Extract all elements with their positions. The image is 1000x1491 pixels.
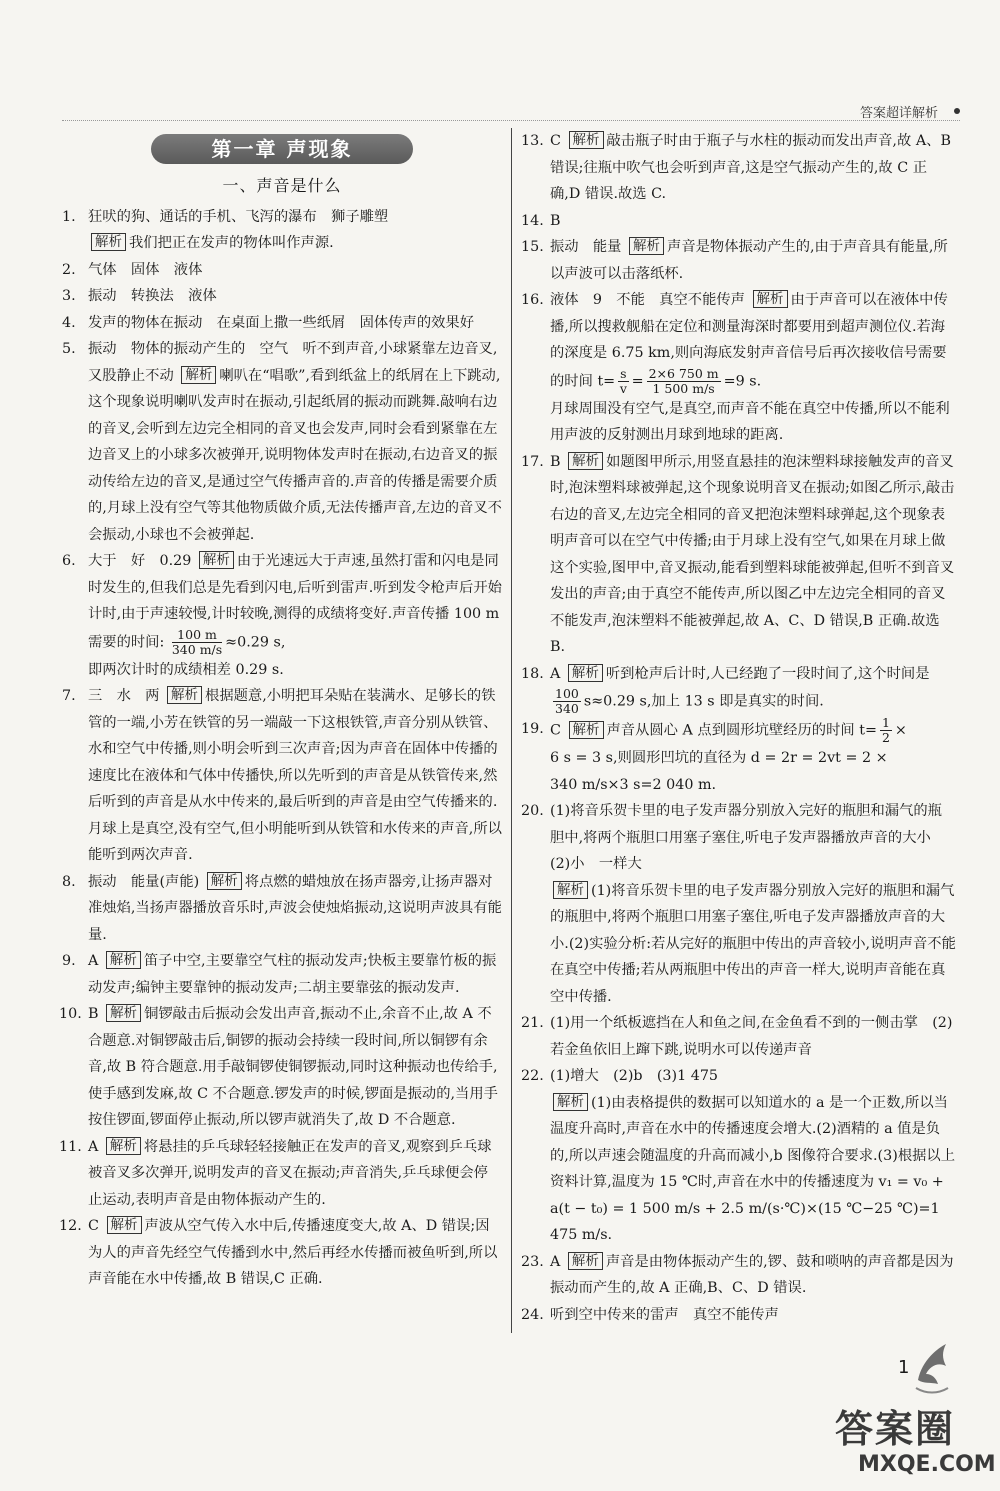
item-number: 22. [521, 1068, 544, 1084]
analysis-text: 即两次计时的成绩相差 0.29 s. [88, 661, 284, 678]
watermark-logo: 答案圈 [835, 1407, 956, 1451]
analysis-tag: 解析 [106, 1137, 141, 1155]
item-number: 9. [62, 953, 76, 969]
header-dot-icon [954, 108, 960, 114]
fraction [647, 367, 721, 396]
formula-symbol: t= [597, 373, 616, 389]
answer-item-12 [59, 1213, 502, 1293]
header-label: 答案超详解析 [859, 106, 938, 121]
analysis-text: 由于声音可以在液体中传播,所以搜救舰船在定位和测量海深时都要用到超声测位仪.若海的深度是 6.75 km,则向海底发射声音信号后再次接收信号需要的时间 [550, 292, 948, 389]
analysis-text: 声波从空气传入水中后,传播速度变大,故 A、D 错误;因为人的声音先经空气传播到水中,然后再经水传播而被鱼听到,所以声音能在水中传播,故 B 错误,C 正确. [88, 1218, 498, 1287]
answer-text: 大于 好 0.29 [88, 553, 192, 569]
answer-item-1 [62, 204, 502, 257]
fraction [553, 687, 581, 716]
item-number: 19. [521, 721, 544, 737]
item-number: 20. [521, 803, 544, 819]
answer-item-13 [521, 128, 956, 208]
item-number: 6. [62, 553, 76, 569]
analysis-text: 声音是由物体振动产生的,锣、鼓和唢呐的声音都是因为振动而产生的,故 A 正确,B、C、D 错误. [550, 1253, 954, 1296]
fraction-numerator: 100 [555, 686, 579, 701]
analysis-text: 铜锣敲击后振动会发出声音,振动不止,余音不止,故 A 不合题意.对铜锣敲击后,铜锣的振动会持续一段时间,所以铜锣有余音,故 B 符合题意.用手敲铜锣使铜锣振动,同时这种振动也传给手,使手感到发麻,故 C 不合题意.锣发声的时候,锣面是振动的,当用手按住锣面,锣面停止振动,所以锣声就消失了,故 D 不合题意. [88, 1006, 498, 1128]
column-divider [511, 128, 512, 1333]
answer-item-18 [521, 661, 956, 717]
item-number: 16. [521, 292, 544, 308]
answer-item-17 [521, 449, 956, 661]
analysis-tag: 解析 [569, 721, 604, 739]
analysis-text: 将悬挂的乒乓球轻轻接触正在发声的音叉,观察到乒乓球被音叉多次弹开,说明发声的音叉在振动;声音消失,乒乓球便会停止运动,表明声音是由物体振动产生的. [88, 1138, 492, 1208]
answer-text: C [550, 133, 561, 149]
analysis-text: (1)由表格提供的数据可以知道水的 a 是一个正数,所以当温度升高时,声音在水中的传播速度会增大.(2)酒精的 a 值是负的,所以声速会随温度的升高而减小,b 图像符合要求.(3)根据以上资料计算,温度为 15 ℃时,声音在水中的传播速度为 v₁ = v₀ + a(t − t₀) = 1 500 m/s + 2.5 m/(s·℃)×(15 ℃−25 ℃)=1 475 m/s. [550, 1094, 956, 1243]
item-number: 3. [62, 288, 76, 304]
item-number: 17. [521, 453, 544, 470]
answer-text: A [550, 1253, 561, 1270]
answer-text: A [88, 1138, 99, 1155]
analysis-tag: 解析 [207, 872, 242, 890]
answer-item-24 [521, 1302, 956, 1329]
analysis-tag: 解析 [568, 1252, 603, 1270]
analysis-text: 声音是物体振动产生的,由于声音具有能量,所以声波可以击落纸杯. [550, 239, 948, 282]
answer-text: 液体 9 不能 真空不能传声 [550, 292, 745, 308]
fraction-denominator: v [619, 380, 627, 396]
formula-symbol: × [894, 722, 907, 739]
item-number: 24. [521, 1306, 544, 1323]
left-column [59, 128, 502, 1293]
dolphin-logo-icon [912, 1340, 952, 1398]
answer-item-20 [521, 798, 956, 1010]
answer-text: C [88, 1218, 99, 1234]
analysis-tag: 解析 [91, 233, 126, 251]
analysis-text: 听到枪声后计时,人已经跑了一段时间了,这个时间是 [605, 665, 930, 682]
answer-item-11 [59, 1134, 502, 1214]
fraction-denominator: 2 [881, 730, 890, 745]
answer-item-4 [62, 310, 502, 337]
item-number: 11. [59, 1138, 82, 1155]
answer-item-22 [521, 1063, 956, 1249]
analysis-tag: 解析 [753, 290, 788, 308]
answer-text: (1)增大 (2)b (3)1 475 [550, 1068, 719, 1084]
answer-item-19 [521, 715, 956, 798]
chapter-title: 第一章 声现象 [151, 134, 413, 164]
item-number: 4. [62, 314, 76, 331]
answer-text: 听到空中传来的雷声 真空不能传声 [550, 1306, 779, 1323]
item-number: 15. [521, 239, 544, 255]
fraction [618, 367, 628, 396]
answer-item-6 [62, 548, 502, 683]
analysis-tag: 解析 [629, 237, 664, 255]
item-number: 8. [62, 873, 76, 890]
answer-text: (1)用一个纸板遮挡在人和鱼之间,在金鱼看不到的一侧击掌 (2)若金鱼依旧上蹿下跳,说明水可以传递声音 [550, 1015, 953, 1058]
item-number: 21. [521, 1015, 544, 1031]
item-number: 5. [62, 341, 76, 357]
analysis-text: 敲击瓶子时由于瓶子与水柱的振动而发出声音,故 A、B 错误;往瓶中吹气也会听到声音,这是空气振动产生的,故 C 正确,D 错误.故选 C. [550, 133, 951, 202]
answer-item-7 [62, 683, 502, 869]
formula-result: =9 s. [723, 373, 762, 389]
analysis-text: 如题图甲所示,用竖直悬挂的泡沫塑料球接触发声的音叉时,泡沫塑料球被弹起,这个现象说明音叉在振动;如图乙所示,敲击右边的音叉,左边完全相同的音叉把泡沫塑料球弹起,这个现象表明声音可以在空气中传播;由于月球上没有空气,如果在月球上做这个实验,图甲中,音叉振动,能看到塑料球能被弹起,但听不到音叉发出的声音;由于真空不能传声,所以图乙中左边完全相同的音叉不能发声,泡沫塑料不能被弹起,故 A、C、D 错误,B 正确.故选 B. [550, 453, 955, 655]
answer-text: 振动 物体的振动产生的 空气 听不到声音,小球紧靠左边音叉,又股静止不动 [88, 341, 498, 384]
item-number: 23. [521, 1253, 544, 1270]
item-number: 1. [62, 208, 76, 225]
fraction-denominator: 1 500 m/s [652, 380, 715, 396]
answer-text: B [88, 1006, 99, 1022]
analysis-text: 声音从圆心 A 点到圆形坑壁经历的时间 t= [606, 722, 877, 739]
right-column [521, 128, 956, 1328]
item-number: 12. [59, 1218, 82, 1234]
page-number: 1 [898, 1357, 910, 1378]
analysis-text: 根据题意,小明把耳朵贴在装满水、足够长的铁管的一端,小芳在铁管的另一端敲一下这根铁管,声音分别从铁管、水和空气中传播,则小明会听到三次声音;因为声音在固体中传播的速度比在液体和气体中传播快,所以先听到的声音是从铁管传来,然后听到的声音是从水中传来的,最后听到的声音是由空气传播来的.月球上是真空,没有空气,但小明能听到从铁管和水传来的声音,所以能听到两次声音. [88, 688, 502, 863]
answer-text: 三 水 两 [88, 688, 160, 704]
answer-text: 狂吠的狗、通话的手机、飞泻的瀑布 狮子雕塑 [88, 208, 389, 225]
analysis-tag: 解析 [568, 452, 603, 470]
answer-item-10 [59, 1001, 502, 1134]
answer-text: A [88, 953, 99, 969]
answer-text: A [550, 665, 561, 682]
answer-text: (1)将音乐贺卡里的电子发声器分别放入完好的瓶胆和漏气的瓶胆中,将两个瓶胆口用塞子塞住,听电子发声器播放声音的大小 (2)小 一样大 [550, 803, 946, 872]
answer-text: 气体 固体 液体 [88, 261, 203, 278]
answer-text: 振动 转换法 液体 [88, 288, 217, 304]
analysis-tag: 解析 [553, 881, 588, 899]
answer-item-5 [62, 336, 502, 548]
answer-text: 振动 能量 [550, 239, 622, 255]
answer-text: 振动 能量(声能) [88, 873, 200, 890]
analysis-tag: 解析 [106, 951, 141, 969]
section-title: 一、声音是什么 [222, 176, 342, 195]
item-number: 14. [521, 212, 544, 229]
item-number: 13. [521, 133, 544, 149]
answer-item-2 [62, 257, 502, 284]
answer-item-9 [62, 948, 502, 1001]
analysis-tag: 解析 [569, 131, 604, 149]
fraction-numerator: 1 [881, 715, 890, 730]
fraction-numerator: s [620, 365, 627, 381]
analysis-tag: 解析 [568, 664, 603, 682]
fraction [880, 716, 892, 745]
fraction-denominator: 340 m/s [171, 641, 223, 657]
analysis-text: 6 s = 3 s,则圆形凹坑的直径为 d = 2r = 2vt = 2 × [550, 750, 888, 766]
answer-item-3 [62, 283, 502, 310]
analysis-tag: 解析 [553, 1093, 588, 1111]
answer-item-21 [521, 1010, 956, 1063]
analysis-text: 我们把正在发声的物体叫作声源. [129, 235, 334, 251]
analysis-tag: 解析 [199, 551, 234, 569]
page-header [62, 100, 960, 121]
formula-symbol: = [631, 373, 644, 389]
answer-item-23 [521, 1249, 956, 1302]
analysis-text: 将点燃的蜡烛放在扬声器旁,让扬声器对准烛焰,当扬声器播放音乐时,声波会使烛焰振动,这说明声波具有能量. [88, 873, 502, 943]
answer-item-8 [62, 869, 502, 949]
fraction [172, 628, 222, 657]
formula-result: s≈0.29 s,加上 13 s 即是真实的时间. [583, 693, 824, 710]
analysis-tag: 解析 [167, 686, 202, 704]
answer-text: C [550, 722, 561, 739]
analysis-text: 月球周围没有空气,是真空,而声音不能在真空中传播,所以不能利用声波的反射测出月球到地球的距离. [550, 400, 950, 443]
analysis-text: 由于光速远大于声速,虽然打雷和闪电是同时发生的,但我们总是先看到闪电,后听到雷声.听到发令枪声后开始计时,由于声速较慢,计时较晚,测得的成绩将变好.声音传播 100 m 需要的时间: [88, 553, 502, 650]
answer-text: B [550, 453, 561, 470]
fraction-numerator: 100 m [172, 628, 222, 643]
analysis-tag: 解析 [181, 366, 216, 384]
formula-result: ≈0.29 s, [225, 634, 286, 650]
item-number: 7. [62, 688, 76, 704]
answer-item-14 [521, 208, 956, 235]
answer-item-15 [521, 234, 956, 287]
analysis-text: 喇叭在“唱歌”,看到纸盆上的纸屑在上下跳动,这个现象说明喇叭发声时在振动,引起纸屑的振动而跳舞.敲响右边的音叉,会听到左边完全相同的音叉也会发声,同时会看到紧靠在左边音叉上的小球多次被弹开,说明物体发声时在振动,右边音叉的振动传给左边的音叉,是通过空气传播声音的.声音的传播是需要介质的,月球上没有空气等其他物质做介质,无法传播声音,左边的音叉不会振动,小球也不会被弹起. [88, 367, 502, 543]
analysis-text: (1)将音乐贺卡里的电子发声器分别放入完好的瓶胆和漏气的瓶胆中,将两个瓶胆口用塞子塞住,听电子发声器播放声音的大小.(2)实验分析:若从完好的瓶胆中传出的声音较小,说明声音不能在真空中传播;若从两瓶胆中传出的声音一样大,说明声音能在真空中传播. [550, 882, 956, 1005]
fraction-denominator: 340 [555, 701, 579, 716]
item-number: 10. [59, 1006, 82, 1022]
analysis-text: 笛子中空,主要靠空气柱的振动发声;快板主要靠竹板的振动发声;编钟主要靠钟的振动发声;二胡主要靠弦的振动发声. [88, 953, 497, 996]
item-number: 2. [62, 261, 76, 278]
answer-text: 发声的物体在振动 在桌面上撒一些纸屑 固体传声的效果好 [88, 314, 475, 331]
answer-item-16 [521, 287, 956, 449]
watermark-url: MXQE.COM [858, 1452, 996, 1477]
analysis-tag: 解析 [107, 1216, 142, 1234]
analysis-tag: 解析 [106, 1004, 141, 1022]
analysis-text: 340 m/s×3 s=2 040 m. [550, 776, 717, 793]
fraction-numerator: 2×6 750 m [648, 365, 719, 381]
item-number: 18. [521, 665, 544, 682]
answer-text: B [550, 212, 561, 229]
